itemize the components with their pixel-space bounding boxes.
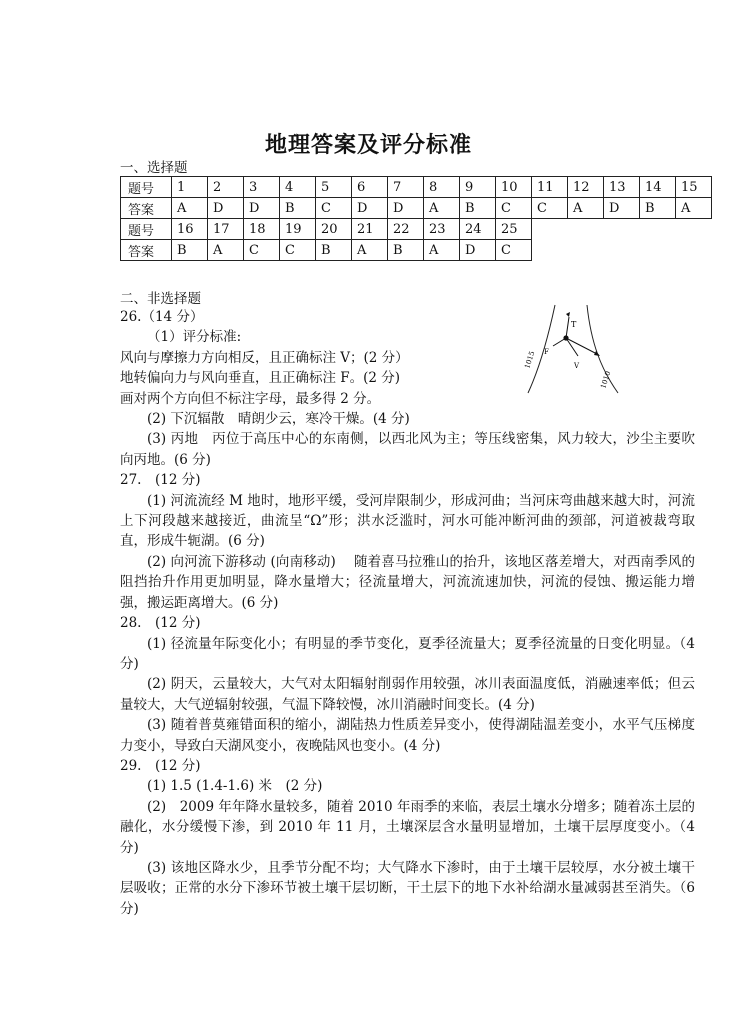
table-cell: B — [388, 240, 424, 261]
table-cell: 5 — [316, 177, 352, 198]
table-cell: C — [496, 198, 532, 219]
table-cell: B — [280, 198, 316, 219]
table-cell: A — [424, 198, 460, 219]
table-cell: 18 — [244, 219, 280, 240]
table-cell: 22 — [388, 219, 424, 240]
label-1015: 1015 — [523, 350, 537, 370]
answer-line: (3) 随着普莫雍错面积的缩小，湖陆热力性质差异变小，使得湖陆温差变小，水平气压梯度力变小，导致白天湖风变小，夜晚陆风也变小。(4 分) — [120, 717, 695, 754]
table-cell: 10 — [496, 177, 532, 198]
answer-line: 地转偏向力与风向垂直，且正确标注 F。(2 分) — [120, 370, 401, 387]
table-cell: 25 — [496, 219, 532, 240]
section-nonchoice-heading: 二、非选择题 — [120, 291, 201, 307]
table-cell: 14 — [640, 177, 676, 198]
question-heading: 28. (12 分) — [120, 615, 201, 632]
table-cell: 13 — [604, 177, 640, 198]
table-cell: 21 — [352, 219, 388, 240]
table-cell: B — [172, 240, 208, 261]
answer-line: (2) 阴天，云量较大，大气对太阳辐射削弱作用较强，冰川表面温度低，消融速率低；但云量较大，大气逆辐射较强，气温下降较慢，冰川消融时间变长。(4 分) — [120, 676, 695, 713]
table-cell: 15 — [676, 177, 712, 198]
table-cell: A — [424, 240, 460, 261]
answer-line: (2) 下沉辐散 晴朗少云，寒冷干燥。(4 分) — [147, 411, 410, 428]
table-row — [121, 177, 712, 198]
table-cell: 4 — [280, 177, 316, 198]
page-title: 地理答案及评分标准 — [264, 132, 472, 158]
table-cell: A — [568, 198, 604, 219]
table-cell: 答案 — [121, 198, 172, 219]
table-cell: 6 — [352, 177, 388, 198]
table-cell: 16 — [172, 219, 208, 240]
answer-line: (3) 丙地 丙位于高压中心的东南侧，以西北风为主；等压线密集，风力较大，沙尘主要吹向丙地。(6 分) — [120, 431, 695, 468]
table-row — [121, 219, 712, 240]
table-cell: D — [460, 240, 496, 261]
table-cell: 20 — [316, 219, 352, 240]
table-row — [121, 240, 712, 261]
table-cell: A — [676, 198, 712, 219]
table-cell: 8 — [424, 177, 460, 198]
table-cell: B — [460, 198, 496, 219]
table-cell: D — [604, 198, 640, 219]
answer-line: (3) 该地区降水少，且季节分配不均；大气降水下渗时，由于土壤干层较厚，水分被土壤干层吸收；正常的水分下渗环节被土壤干层切断，干土层下的地下水补给湖水量减弱甚至消失。（6 分) — [120, 859, 695, 917]
table-cell: C — [316, 198, 352, 219]
label-1010: 1010 — [599, 370, 613, 390]
table-cell: C — [532, 198, 568, 219]
table-cell: A — [172, 198, 208, 219]
table-cell: 答案 — [121, 240, 172, 261]
table-cell: A — [208, 240, 244, 261]
table-cell: C — [280, 240, 316, 261]
table-cell: 11 — [532, 177, 568, 198]
answer-line: 画对两个方向但不标注字母，最多得 2 分。 — [120, 390, 381, 407]
answer-table — [120, 176, 712, 261]
table-cell: C — [496, 240, 532, 261]
answer-line: (1) 1.5 (1.4-1.6) 米 (2 分) — [147, 778, 323, 795]
table-cell: 1 — [172, 177, 208, 198]
table-cell: 3 — [244, 177, 280, 198]
label-t: T — [571, 320, 577, 329]
table-empty — [532, 240, 712, 261]
table-cell: D — [388, 198, 424, 219]
answer-body — [120, 307, 695, 919]
question-heading: 29. (12 分) — [120, 757, 201, 774]
table-cell: 题号 — [121, 177, 172, 198]
answer-line: (1) 河流流经 M 地时，地形平缓，受河岸限制少，形成河曲；当河床弯曲越来越大时，河流上下河段越来越接近，曲流呈“Ω”形；洪水泛滥时，河水可能冲断河曲的颈部，河道被裁弯取直，形成牛轭湖。(6 分) — [120, 492, 695, 550]
answer-line: （1）评分标准: — [147, 329, 242, 346]
table-cell: C — [244, 240, 280, 261]
table-cell: D — [208, 198, 244, 219]
question-heading: 26.（14 分） — [120, 309, 204, 325]
table-cell: 9 — [460, 177, 496, 198]
table-cell: A — [352, 240, 388, 261]
label-f: F — [544, 348, 549, 356]
label-v: V — [574, 362, 580, 370]
table-cell: D — [352, 198, 388, 219]
table-cell: 17 — [208, 219, 244, 240]
table-cell: 24 — [460, 219, 496, 240]
section-choice-heading: 一、选择题 — [120, 160, 188, 176]
answer-line: (2) 向河流下游移动 (向南移动) 随着喜马拉雅山的抬升，该地区落差增大，对西南季风的阻挡抬升作用更加明显，降水量增大；径流量增大，河流流速加快，河流的侵蚀、搬运能力增强，搬运距离增大。(6 分) — [120, 553, 695, 611]
table-cell: 23 — [424, 219, 460, 240]
answer-line: (1) 径流量年际变化小；有明显的季节变化，夏季径流量大；夏季径流量的日变化明显。（4 分) — [120, 635, 695, 672]
table-cell: B — [316, 240, 352, 261]
answer-line: 风向与摩擦力方向相反，且正确标注 V；(2 分） — [120, 349, 409, 366]
table-cell: 19 — [280, 219, 316, 240]
table-cell: D — [244, 198, 280, 219]
table-empty — [532, 219, 712, 240]
table-row — [121, 198, 712, 219]
table-cell: 7 — [388, 177, 424, 198]
table-cell: 题号 — [121, 219, 172, 240]
answer-line: (2) 2009 年年降水量较多，随着 2010 年雨季的来临，表层土壤水分增多；随着冻土层的融化，水分缓慢下渗，到 2010 年 11 月，土壤深层含水量明显增加，土壤干层厚度变小。（4 分) — [120, 798, 695, 856]
question-heading: 27. (12 分) — [120, 472, 201, 489]
table-cell: B — [640, 198, 676, 219]
table-cell: 2 — [208, 177, 244, 198]
table-cell: 12 — [568, 177, 604, 198]
